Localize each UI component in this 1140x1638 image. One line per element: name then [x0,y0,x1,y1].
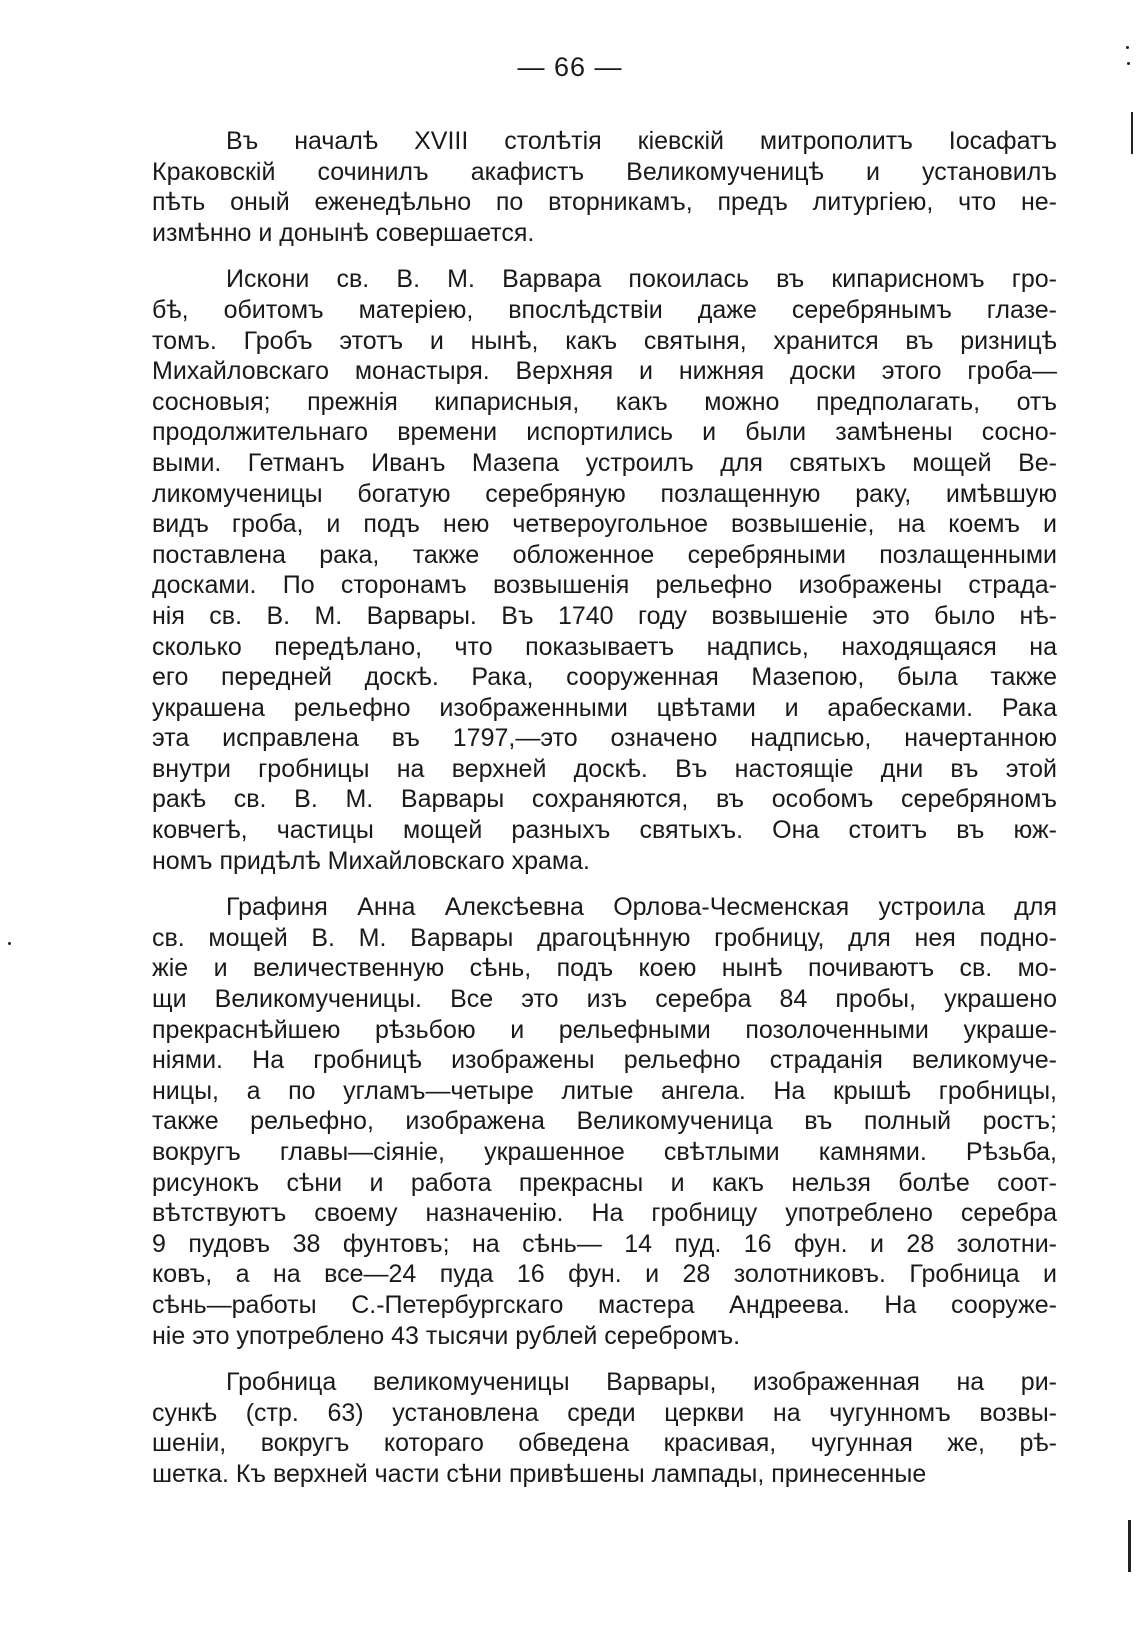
text-line: ковчегѣ, частицы мощей разныхъ святыхъ. Она стоитъ въ юж- [152,816,1057,845]
text-line: пѣть оный еженедѣльно по вторникамъ, предъ литургіею, что не- [152,188,1057,217]
text-line: номъ придѣлѣ Михайловскаго храма. [152,846,590,875]
scan-speck [1127,62,1130,65]
text-line: сосновыя; прежнія кипарисныя, какъ можно предполагать, отъ [152,387,1057,416]
text-line: щи Великомученицы. Все это изъ серебра 84 пробы, украшено [152,985,1057,1014]
text-line: Михайловскаго монастыря. Верхняя и нижняя доски этого гроба— [152,357,1057,386]
text-line: шеніи, вокругъ котораго обведена красивая, чугунная же, рѣ- [152,1429,1057,1458]
text-line: измѣнно и донынѣ совершается. [152,218,535,247]
text-line: жіе и величественную сѣнь, подъ коею нынѣ почиваютъ св. мо- [152,954,1057,983]
text-line: ницы, а по угламъ—четыре литые ангела. На крышѣ гробницы, [152,1076,1057,1105]
text-line: сункѣ (стр. 63) установлена среди церкви на чугунномъ возвы- [152,1398,1057,1427]
text-line: нія св. В. М. Варвары. Въ 1740 году возвышеніе это было нѣ- [152,601,1057,630]
text-line: ковъ, а на все—24 пуда 16 фун. и 28 золотниковъ. Гробница и [152,1260,1057,1289]
text-line: Искони св. В. М. Варвара покоилась въ кипарисномъ гро- [226,265,1057,294]
text-line: видъ гроба, и подъ нею четвероугольное возвышеніе, на коемъ и [152,510,1057,539]
text-line: прекраснѣйшею рѣзьбою и рельефными позолоченными украше- [152,1015,1057,1044]
text-line: также рельефно, изображена Великомученица въ полный ростъ; [152,1107,1057,1136]
scan-edge-mark [1128,1520,1131,1572]
text-line: Графиня Анна Алексѣевна Орлова-Чесменская устроила для [226,893,1057,922]
text-line: Гробница великомученицы Варвары, изображенная на ри- [226,1368,1057,1397]
text-line: сѣнь—работы С.-Петербургскаго мастера Андреева. На сооруже- [152,1290,1057,1319]
text-line: рисунокъ сѣни и работа прекрасны и какъ нельзя болѣе соот- [152,1168,1057,1197]
text-line: св. мощей В. М. Варвары драгоцѣнную гробницу, для нея подно- [152,923,1057,952]
text-line: поставлена рака, также обложенное серебряными позлащенными [152,540,1057,569]
text-line: продолжительнаго времени испортились и были замѣнены сосно- [152,418,1057,447]
text-line: Краковскій сочинилъ акафистъ Великомученицѣ и установилъ [152,157,1057,186]
scan-speck [8,942,11,945]
paragraph [152,126,1057,248]
text-line: ніями. На гробницѣ изображены рельефно страданія великомуче- [152,1046,1057,1075]
text-line: томъ. Гробъ этотъ и нынѣ, какъ святыня, хранится въ ризницѣ [152,326,1057,355]
paragraph [152,892,1057,1351]
text-line: ликомученицы богатую серебряную позлащенную раку, имѣвшую [152,479,1057,508]
text-line: Въ началѣ XVIII столѣтія кіевскій митрополитъ Іосафатъ [226,127,1057,155]
text-line: внутри гробницы на верхней доскѣ. Въ настоящіе дни въ этой [152,754,1057,783]
text-line: сколько передѣлано, что показываетъ надпись, находящаяся на [152,632,1057,661]
scan-edge-mark [1131,112,1133,154]
paragraph [152,1367,1057,1489]
text-line: ніе это употреблено 43 тысячи рублей серебромъ. [152,1321,741,1350]
text-line: бѣ, обитомъ матеріею, впослѣдствіи даже серебрянымъ глазе- [152,295,1057,324]
text-line: вѣтствуютъ своему назначенію. На гробницу употреблено серебра [152,1199,1057,1228]
scan-speck [1126,46,1129,49]
text-line: вокругъ главы—сіяніе, украшенное свѣтлыми камнями. Рѣзьба, [152,1138,1057,1166]
text-line: его передней доскѣ. Рака, сооруженная Мазепою, была также [152,663,1057,692]
text-line: досками. По сторонамъ возвышенія рельефно изображены страда- [152,571,1057,600]
text-line: ракѣ св. В. М. Варвары сохраняются, въ особомъ серебряномъ [152,785,1057,814]
text-line: 9 пудовъ 38 фунтовъ; на сѣнь— 14 пуд. 16 фун. и 28 золотни- [152,1229,1057,1258]
text-line: выми. Гетманъ Иванъ Мазепа устроилъ для святыхъ мощей Ве- [152,448,1057,477]
text-line: эта исправлена въ 1797,—это означено надписью, начертанною [152,724,1057,753]
page-body [152,126,1057,1506]
page-number: — 66 — [517,52,623,82]
paragraph [152,264,1057,876]
text-line: шетка. Къ верхней части сѣни привѣшены лампады, принесенные [152,1459,927,1488]
text-line: украшена рельефно изображенными цвѣтами и арабесками. Рака [152,693,1057,722]
